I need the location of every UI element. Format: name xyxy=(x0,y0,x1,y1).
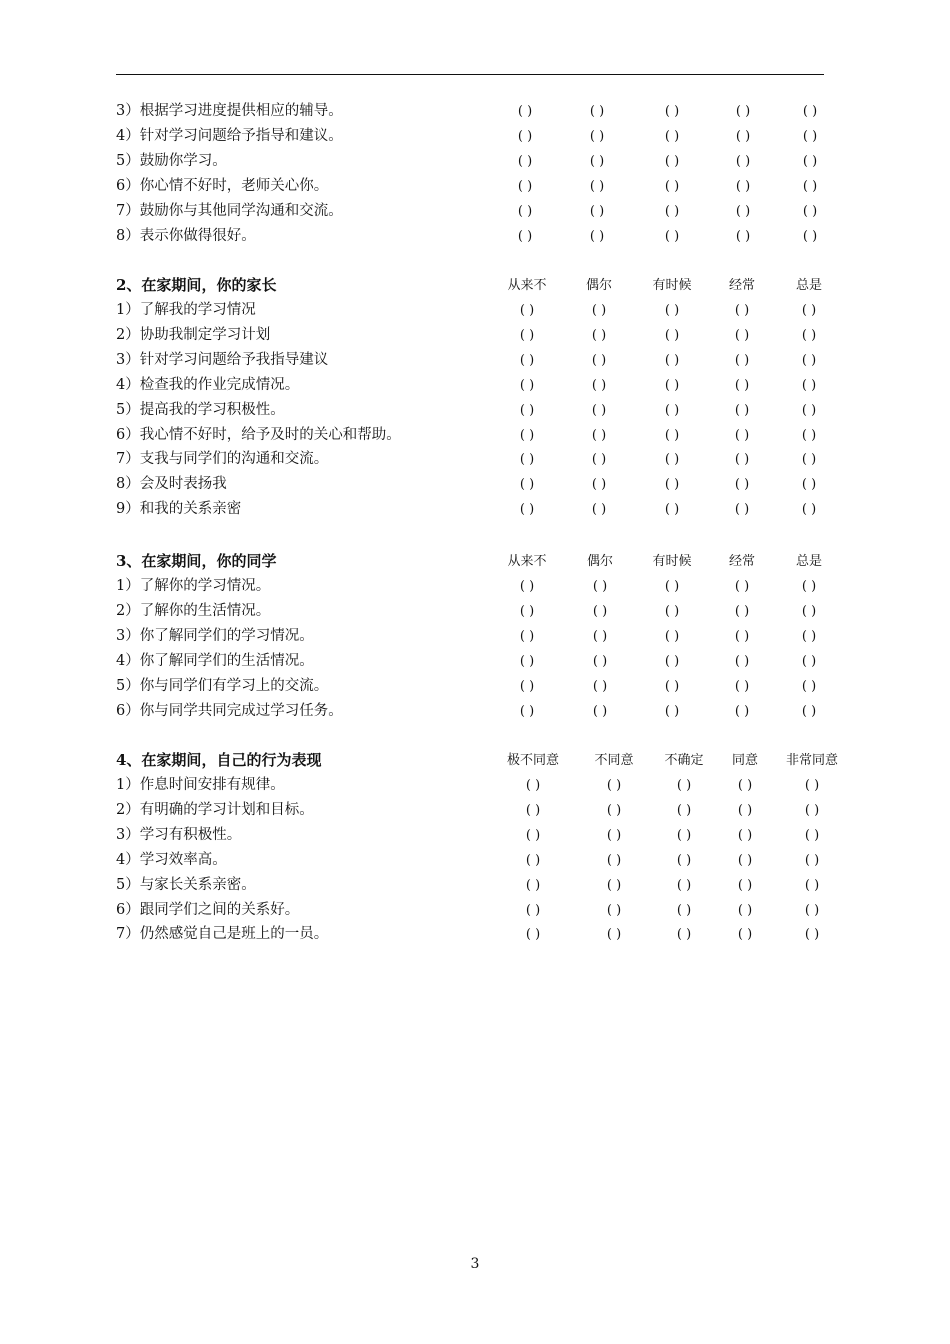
question-label: 5）提高我的学习积极性。 xyxy=(116,401,285,418)
option-header: 非常同意 xyxy=(785,753,838,768)
answer-choice[interactable]: ( ) xyxy=(734,703,750,719)
option-header: 有时候 xyxy=(652,554,692,569)
question-row xyxy=(0,497,950,522)
answer-choice[interactable]: ( ) xyxy=(801,653,817,669)
option-header: 不确定 xyxy=(664,753,704,768)
answer-choice[interactable]: ( ) xyxy=(676,827,692,843)
question-label: 2）了解你的生活情况。 xyxy=(116,602,271,619)
question-row xyxy=(0,624,950,649)
answer-choice[interactable]: ( ) xyxy=(801,628,817,644)
option-header: 极不同意 xyxy=(506,753,559,768)
question-label: 8）会及时表扬我 xyxy=(116,476,227,493)
question-row xyxy=(0,674,950,699)
answer-choice[interactable]: ( ) xyxy=(589,104,605,119)
option-header: 从来不 xyxy=(507,278,547,293)
answer-choice[interactable]: ( ) xyxy=(606,852,622,868)
answer-choice[interactable]: ( ) xyxy=(676,802,692,818)
question-row xyxy=(0,447,950,472)
question-label: 1）了解我的学习情况 xyxy=(116,302,256,318)
answer-choice[interactable]: ( ) xyxy=(525,778,541,793)
answer-choice[interactable]: ( ) xyxy=(664,703,680,719)
option-header: 偶尔 xyxy=(586,554,613,569)
answer-choice[interactable]: ( ) xyxy=(519,427,535,443)
option-header: 总是 xyxy=(795,554,822,569)
answer-choice[interactable]: ( ) xyxy=(517,153,533,169)
answer-choice[interactable]: ( ) xyxy=(734,477,750,493)
question-label: 8）表示你做得很好。 xyxy=(116,227,256,244)
answer-choice[interactable]: ( ) xyxy=(801,327,817,343)
question-row xyxy=(0,373,950,398)
option-header: 经常 xyxy=(728,278,755,293)
question-label: 2）协助我制定学习计划 xyxy=(116,326,271,343)
answer-choice[interactable]: ( ) xyxy=(801,477,817,493)
question-row xyxy=(0,323,950,348)
question-label: 3）你了解同学们的学习情况。 xyxy=(116,627,314,644)
answer-choice[interactable]: ( ) xyxy=(801,452,817,468)
answer-choice[interactable]: ( ) xyxy=(734,603,750,619)
option-header: 从来不 xyxy=(507,554,547,569)
answer-choice[interactable]: ( ) xyxy=(737,902,753,918)
answer-choice[interactable]: ( ) xyxy=(592,603,608,619)
answer-choice[interactable]: ( ) xyxy=(519,678,535,694)
question-label: 9）和我的关系亲密 xyxy=(116,501,242,518)
answer-choice[interactable]: ( ) xyxy=(664,452,680,468)
answer-choice[interactable]: ( ) xyxy=(606,802,622,818)
question-label: 6）你与同学共同完成过学习任务。 xyxy=(116,702,343,719)
answer-choice[interactable]: ( ) xyxy=(734,502,750,518)
question-row xyxy=(0,798,950,823)
answer-choice[interactable]: ( ) xyxy=(802,203,818,219)
option-header: 总是 xyxy=(795,278,822,293)
answer-choice[interactable]: ( ) xyxy=(525,927,541,943)
question-row xyxy=(0,922,950,947)
answer-choice[interactable]: ( ) xyxy=(519,653,535,669)
question-label: 6）我心情不好时，给予及时的关心和帮助。 xyxy=(116,426,401,443)
answer-choice[interactable]: ( ) xyxy=(802,153,818,169)
answer-choice[interactable]: ( ) xyxy=(592,703,608,719)
answer-choice[interactable]: ( ) xyxy=(801,703,817,719)
answer-choice[interactable]: ( ) xyxy=(591,327,607,343)
answer-choice[interactable]: ( ) xyxy=(735,178,751,194)
answer-choice[interactable]: ( ) xyxy=(664,502,680,518)
answer-choice[interactable]: ( ) xyxy=(592,653,608,669)
answer-choice[interactable]: ( ) xyxy=(519,477,535,493)
question-row xyxy=(0,124,950,149)
question-row xyxy=(0,298,950,323)
answer-choice[interactable]: ( ) xyxy=(664,653,680,669)
answer-choice[interactable]: ( ) xyxy=(804,802,820,818)
answer-choice[interactable]: ( ) xyxy=(676,927,692,943)
answer-choice[interactable]: ( ) xyxy=(519,628,535,644)
answer-choice[interactable]: ( ) xyxy=(592,628,608,644)
answer-choice[interactable]: ( ) xyxy=(606,902,622,918)
question-label: 2）有明确的学习计划和目标。 xyxy=(116,801,314,818)
answer-choice[interactable]: ( ) xyxy=(664,377,680,393)
question-row xyxy=(0,823,950,848)
answer-choice[interactable]: ( ) xyxy=(664,603,680,619)
answer-choice[interactable]: ( ) xyxy=(591,427,607,443)
answer-choice[interactable]: ( ) xyxy=(801,352,817,368)
answer-choice[interactable]: ( ) xyxy=(517,178,533,194)
section-2-heading-row xyxy=(0,273,950,298)
answer-choice[interactable]: ( ) xyxy=(801,603,817,619)
answer-choice[interactable]: ( ) xyxy=(664,628,680,644)
answer-choice[interactable]: ( ) xyxy=(801,402,817,418)
question-label: 7）支我与同学们的沟通和交流。 xyxy=(116,451,329,468)
section-heading: 3、在家期间，你的同学 xyxy=(116,552,277,570)
answer-choice[interactable]: ( ) xyxy=(664,303,680,318)
question-row xyxy=(0,898,950,923)
answer-choice[interactable]: ( ) xyxy=(664,352,680,368)
answer-choice[interactable]: ( ) xyxy=(664,128,680,144)
answer-choice[interactable]: ( ) xyxy=(735,203,751,219)
answer-choice[interactable]: ( ) xyxy=(591,477,607,493)
answer-choice[interactable]: ( ) xyxy=(802,228,818,244)
header-rule xyxy=(116,74,824,75)
question-row xyxy=(0,348,950,373)
answer-choice[interactable]: ( ) xyxy=(664,327,680,343)
answer-choice[interactable]: ( ) xyxy=(802,104,818,119)
answer-choice[interactable]: ( ) xyxy=(735,128,751,144)
answer-choice[interactable]: ( ) xyxy=(804,927,820,943)
answer-choice[interactable]: ( ) xyxy=(606,927,622,943)
answer-choice[interactable]: ( ) xyxy=(664,678,680,694)
answer-choice[interactable]: ( ) xyxy=(517,104,533,119)
answer-choice[interactable]: ( ) xyxy=(589,228,605,244)
section-4-heading-row xyxy=(0,748,950,773)
question-row xyxy=(0,199,950,224)
answer-choice[interactable]: ( ) xyxy=(734,678,750,694)
answer-choice[interactable]: ( ) xyxy=(734,628,750,644)
answer-choice[interactable]: ( ) xyxy=(664,402,680,418)
answer-choice[interactable]: ( ) xyxy=(804,902,820,918)
question-label: 3）针对学习问题给予我指导建议 xyxy=(116,351,329,368)
answer-choice[interactable]: ( ) xyxy=(735,104,751,119)
question-label: 4）学习效率高。 xyxy=(116,851,227,868)
answer-choice[interactable]: ( ) xyxy=(734,327,750,343)
answer-choice[interactable]: ( ) xyxy=(804,778,820,793)
answer-choice[interactable]: ( ) xyxy=(517,228,533,244)
answer-choice[interactable]: ( ) xyxy=(801,579,817,594)
answer-choice[interactable]: ( ) xyxy=(519,402,535,418)
answer-choice[interactable]: ( ) xyxy=(517,128,533,144)
answer-choice[interactable]: ( ) xyxy=(519,352,535,368)
answer-choice[interactable]: ( ) xyxy=(737,802,753,818)
answer-choice[interactable]: ( ) xyxy=(664,104,680,119)
answer-choice[interactable]: ( ) xyxy=(734,653,750,669)
answer-choice[interactable]: ( ) xyxy=(734,427,750,443)
answer-choice[interactable]: ( ) xyxy=(676,902,692,918)
answer-choice[interactable]: ( ) xyxy=(802,178,818,194)
question-label: 5）你与同学们有学习上的交流。 xyxy=(116,677,329,694)
option-header: 同意 xyxy=(731,753,758,768)
answer-choice[interactable]: ( ) xyxy=(737,852,753,868)
question-label: 4）你了解同学们的生活情况。 xyxy=(116,652,314,669)
answer-choice[interactable]: ( ) xyxy=(804,827,820,843)
question-label: 1）了解你的学习情况。 xyxy=(116,578,271,594)
answer-choice[interactable]: ( ) xyxy=(591,452,607,468)
question-label: 5）与家长关系亲密。 xyxy=(116,876,256,893)
answer-choice[interactable]: ( ) xyxy=(734,303,750,318)
answer-choice[interactable]: ( ) xyxy=(734,452,750,468)
answer-choice[interactable]: ( ) xyxy=(525,802,541,818)
question-row xyxy=(0,773,950,798)
question-row xyxy=(0,472,950,497)
section-heading: 2、在家期间，你的家长 xyxy=(116,276,277,294)
question-row xyxy=(0,873,950,898)
answer-choice[interactable]: ( ) xyxy=(664,477,680,493)
answer-choice[interactable]: ( ) xyxy=(676,877,692,893)
question-row xyxy=(0,149,950,174)
answer-choice[interactable]: ( ) xyxy=(676,778,692,793)
question-row xyxy=(0,848,950,873)
answer-choice[interactable]: ( ) xyxy=(737,778,753,793)
answer-choice[interactable]: ( ) xyxy=(737,877,753,893)
answer-choice[interactable]: ( ) xyxy=(589,128,605,144)
answer-choice[interactable]: ( ) xyxy=(519,579,535,594)
answer-choice[interactable]: ( ) xyxy=(519,502,535,518)
section-3-heading-row xyxy=(0,549,950,574)
answer-choice[interactable]: ( ) xyxy=(737,927,753,943)
answer-choice[interactable]: ( ) xyxy=(519,303,535,318)
answer-choice[interactable]: ( ) xyxy=(801,678,817,694)
answer-choice[interactable]: ( ) xyxy=(519,327,535,343)
question-label: 3）学习有积极性。 xyxy=(116,826,242,843)
question-label: 4）针对学习问题给予指导和建议。 xyxy=(116,127,343,144)
question-label: 5）鼓励你学习。 xyxy=(116,152,227,169)
answer-choice[interactable]: ( ) xyxy=(737,827,753,843)
answer-choice[interactable]: ( ) xyxy=(591,402,607,418)
question-label: 7）仍然感觉自己是班上的一员。 xyxy=(116,926,329,943)
answer-choice[interactable]: ( ) xyxy=(676,852,692,868)
answer-choice[interactable]: ( ) xyxy=(735,153,751,169)
answer-choice[interactable]: ( ) xyxy=(664,203,680,219)
answer-choice[interactable]: ( ) xyxy=(589,153,605,169)
answer-choice[interactable]: ( ) xyxy=(591,303,607,318)
section-heading: 4、在家期间，自己的行为表现 xyxy=(116,751,322,769)
answer-choice[interactable]: ( ) xyxy=(734,352,750,368)
question-row xyxy=(0,699,950,724)
answer-choice[interactable]: ( ) xyxy=(734,402,750,418)
answer-choice[interactable]: ( ) xyxy=(734,579,750,594)
answer-choice[interactable]: ( ) xyxy=(525,902,541,918)
answer-choice[interactable]: ( ) xyxy=(664,178,680,194)
option-header: 偶尔 xyxy=(585,278,612,293)
answer-choice[interactable]: ( ) xyxy=(664,427,680,443)
answer-choice[interactable]: ( ) xyxy=(606,877,622,893)
answer-choice[interactable]: ( ) xyxy=(591,377,607,393)
question-row xyxy=(0,174,950,199)
question-label: 4）检查我的作业完成情况。 xyxy=(116,376,300,393)
answer-choice[interactable]: ( ) xyxy=(592,579,608,594)
answer-choice[interactable]: ( ) xyxy=(801,377,817,393)
answer-choice[interactable]: ( ) xyxy=(519,703,535,719)
answer-choice[interactable]: ( ) xyxy=(591,502,607,518)
page-number: 3 xyxy=(470,1256,480,1272)
answer-choice[interactable]: ( ) xyxy=(801,303,817,318)
question-label: 1）作息时间安排有规律。 xyxy=(116,777,285,793)
question-label: 6）你心情不好时，老师关心你。 xyxy=(116,177,329,194)
answer-choice[interactable]: ( ) xyxy=(606,827,622,843)
option-header: 不同意 xyxy=(594,753,634,768)
question-row xyxy=(0,423,950,448)
question-label: 6）跟同学们之间的关系好。 xyxy=(116,901,300,918)
question-row xyxy=(0,599,950,624)
option-header: 有时候 xyxy=(652,278,692,293)
question-label: 7）鼓励你与其他同学沟通和交流。 xyxy=(116,202,343,219)
answer-choice[interactable]: ( ) xyxy=(525,852,541,868)
answer-choice[interactable]: ( ) xyxy=(519,452,535,468)
answer-choice[interactable]: ( ) xyxy=(525,877,541,893)
question-row xyxy=(0,224,950,249)
answer-choice[interactable]: ( ) xyxy=(606,778,622,793)
answer-choice[interactable]: ( ) xyxy=(664,579,680,594)
answer-choice[interactable]: ( ) xyxy=(589,203,605,219)
question-row xyxy=(0,574,950,599)
answer-choice[interactable]: ( ) xyxy=(804,852,820,868)
answer-choice[interactable]: ( ) xyxy=(735,228,751,244)
question-row xyxy=(0,99,950,124)
answer-choice[interactable]: ( ) xyxy=(734,377,750,393)
answer-choice[interactable]: ( ) xyxy=(517,203,533,219)
question-row xyxy=(0,649,950,674)
question-row xyxy=(0,398,950,423)
answer-choice[interactable]: ( ) xyxy=(801,502,817,518)
answer-choice[interactable]: ( ) xyxy=(802,128,818,144)
answer-choice[interactable]: ( ) xyxy=(664,228,680,244)
answer-choice[interactable]: ( ) xyxy=(801,427,817,443)
answer-choice[interactable]: ( ) xyxy=(519,603,535,619)
answer-choice[interactable]: ( ) xyxy=(591,352,607,368)
answer-choice[interactable]: ( ) xyxy=(589,178,605,194)
answer-choice[interactable]: ( ) xyxy=(525,827,541,843)
question-label: 3）根据学习进度提供相应的辅导。 xyxy=(116,103,343,119)
answer-choice[interactable]: ( ) xyxy=(804,877,820,893)
answer-choice[interactable]: ( ) xyxy=(592,678,608,694)
answer-choice[interactable]: ( ) xyxy=(664,153,680,169)
option-header: 经常 xyxy=(728,554,755,569)
answer-choice[interactable]: ( ) xyxy=(519,377,535,393)
